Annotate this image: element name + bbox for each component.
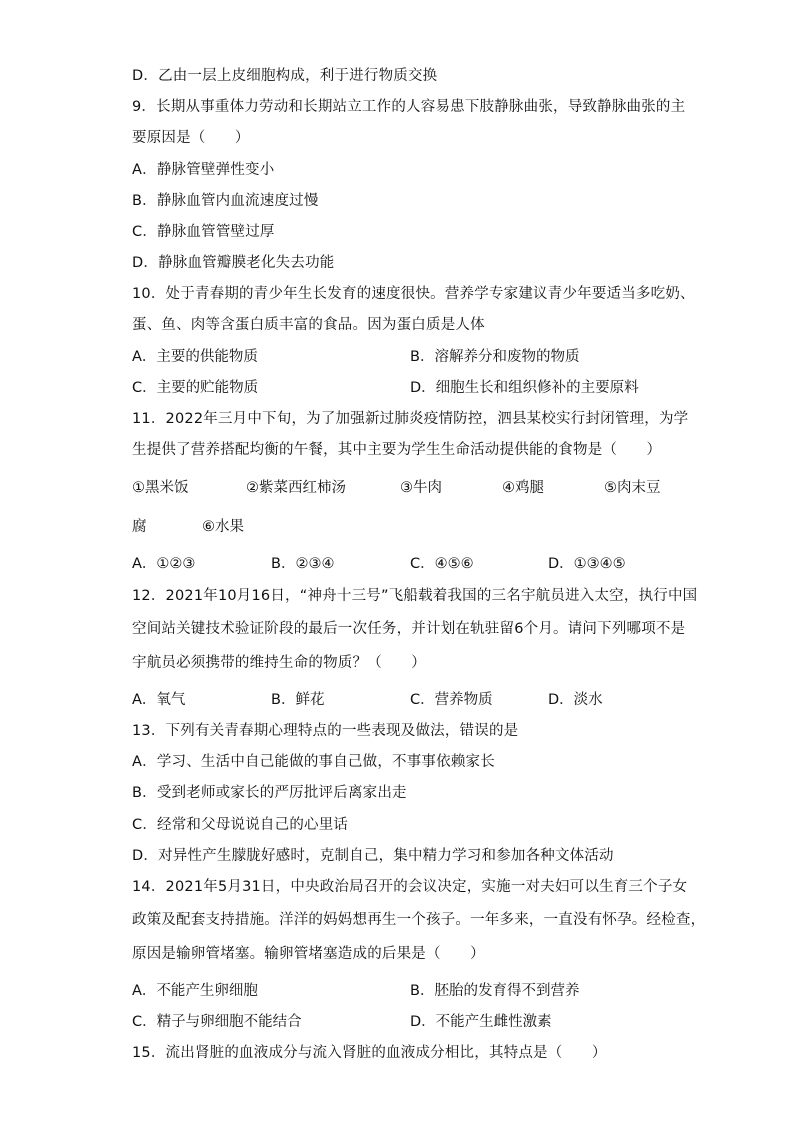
q11-option-a: A．①②③ xyxy=(132,556,196,572)
q9-option-d: D．静脉血管瓣膜老化失去功能 xyxy=(132,255,335,271)
q13-option-c: C．经常和父母说说自己的心里话 xyxy=(132,817,349,833)
q12-stem-line-1: 12．2021年10月16日，“神舟十三号”飞船载着我国的三名宇航员进入太空，执行中国 xyxy=(132,588,698,604)
q13-option-a: A．学习、生活中自己能做的事自己做，不事事依赖家长 xyxy=(132,754,495,770)
q10-option-a: A．主要的供能物质 xyxy=(132,349,258,365)
q9-option-a: A．静脉管壁弹性变小 xyxy=(132,162,275,178)
q11-food-4: ④鸡腿 xyxy=(502,480,544,496)
q12-option-d: D．淡水 xyxy=(548,692,603,708)
q14-option-b: B．胚胎的发育得不到营养 xyxy=(410,983,580,999)
q11-food-1: ①黑米饭 xyxy=(132,480,189,496)
q14-stem-line-1: 14．2021年5月31日，中央政治局召开的会议决定，实施一对夫妇可以生育三个子女 xyxy=(132,879,688,895)
q11-stem-line-2: 生提供了营养搭配均衡的午餐，其中主要为学生生命活动提供能的食物是（ ） xyxy=(132,442,662,458)
q10-stem-line-2: 蛋、鱼、肉等含蛋白质丰富的食品。因为蛋白质是人体 xyxy=(132,317,485,333)
q11-option-c: C．④⑤⑥ xyxy=(410,556,474,572)
q13-option-b: B．受到老师或家长的严厉批评后离家出走 xyxy=(132,785,407,801)
q9-option-b: B．静脉血管内血流速度过慢 xyxy=(132,193,319,209)
q11-option-b: B．②③④ xyxy=(271,556,335,572)
q12-option-c: C．营养物质 xyxy=(410,692,493,708)
q11-food-6: ⑥水果 xyxy=(202,519,244,535)
q11-food-5-continued: 腐 xyxy=(132,519,147,535)
q11-food-5: ⑤肉末豆 xyxy=(604,480,661,496)
q14-stem-line-3: 原因是输卵管堵塞。输卵管堵塞造成的后果是（ ） xyxy=(132,946,485,962)
q12-stem-line-2: 空间站关键技术验证阶段的最后一次任务，并计划在轨驻留6个月。请问下列哪项不是 xyxy=(132,621,686,637)
q9-stem-line-1: 9．长期从事重体力劳动和长期站立工作的人容易患下肢静脉曲张，导致静脉曲张的主 xyxy=(132,99,686,115)
q12-option-b: B．鲜花 xyxy=(271,692,325,708)
q14-option-d: D．不能产生雌性激素 xyxy=(410,1014,552,1030)
q11-stem-line-1: 11．2022年三月中下旬，为了加强新过肺炎疫情防控，泗县某校实行封闭管理，为学 xyxy=(132,411,689,427)
q11-food-2: ②紫菜西红柿汤 xyxy=(246,480,346,496)
q14-option-a: A．不能产生卵细胞 xyxy=(132,983,258,999)
q11-food-3: ③牛肉 xyxy=(400,480,442,496)
q12-option-a: A．氧气 xyxy=(132,692,186,708)
q13-stem: 13．下列有关青春期心理特点的一些表现及做法，错误的是 xyxy=(132,723,519,739)
q9-stem-line-2: 要原因是（ ） xyxy=(132,130,250,146)
q10-option-b: B．溶解养分和废物的物质 xyxy=(410,349,580,365)
q10-option-c: C．主要的贮能物质 xyxy=(132,380,259,396)
q13-option-d: D．对异性产生朦胧好感时，克制自己，集中精力学习和参加各种文体活动 xyxy=(132,848,614,864)
q14-option-c: C．精子与卵细胞不能结合 xyxy=(132,1014,302,1030)
q14-stem-line-2: 政策及配套支持措施。洋洋的妈妈想再生一个孩子。一年多来，一直没有怀孕。经检查， xyxy=(132,912,706,928)
q9-option-c: C．静脉血管管壁过厚 xyxy=(132,224,275,240)
q10-stem-line-1: 10．处于青春期的青少年生长发育的速度很快。营养学专家建议青少年要适当多吃奶、 xyxy=(132,286,695,302)
q15-stem: 15．流出肾脏的血液成分与流入肾脏的血液成分相比，其特点是（ ） xyxy=(132,1045,607,1061)
q12-stem-line-3: 宇航员必须携带的维持生命的物质？（ ） xyxy=(132,655,426,671)
q11-option-d: D．①③④⑤ xyxy=(548,556,626,572)
q10-option-d: D．细胞生长和组织修补的主要原料 xyxy=(410,380,639,396)
q8-option-d: D．乙由一层上皮细胞构成，利于进行物质交换 xyxy=(132,68,438,84)
